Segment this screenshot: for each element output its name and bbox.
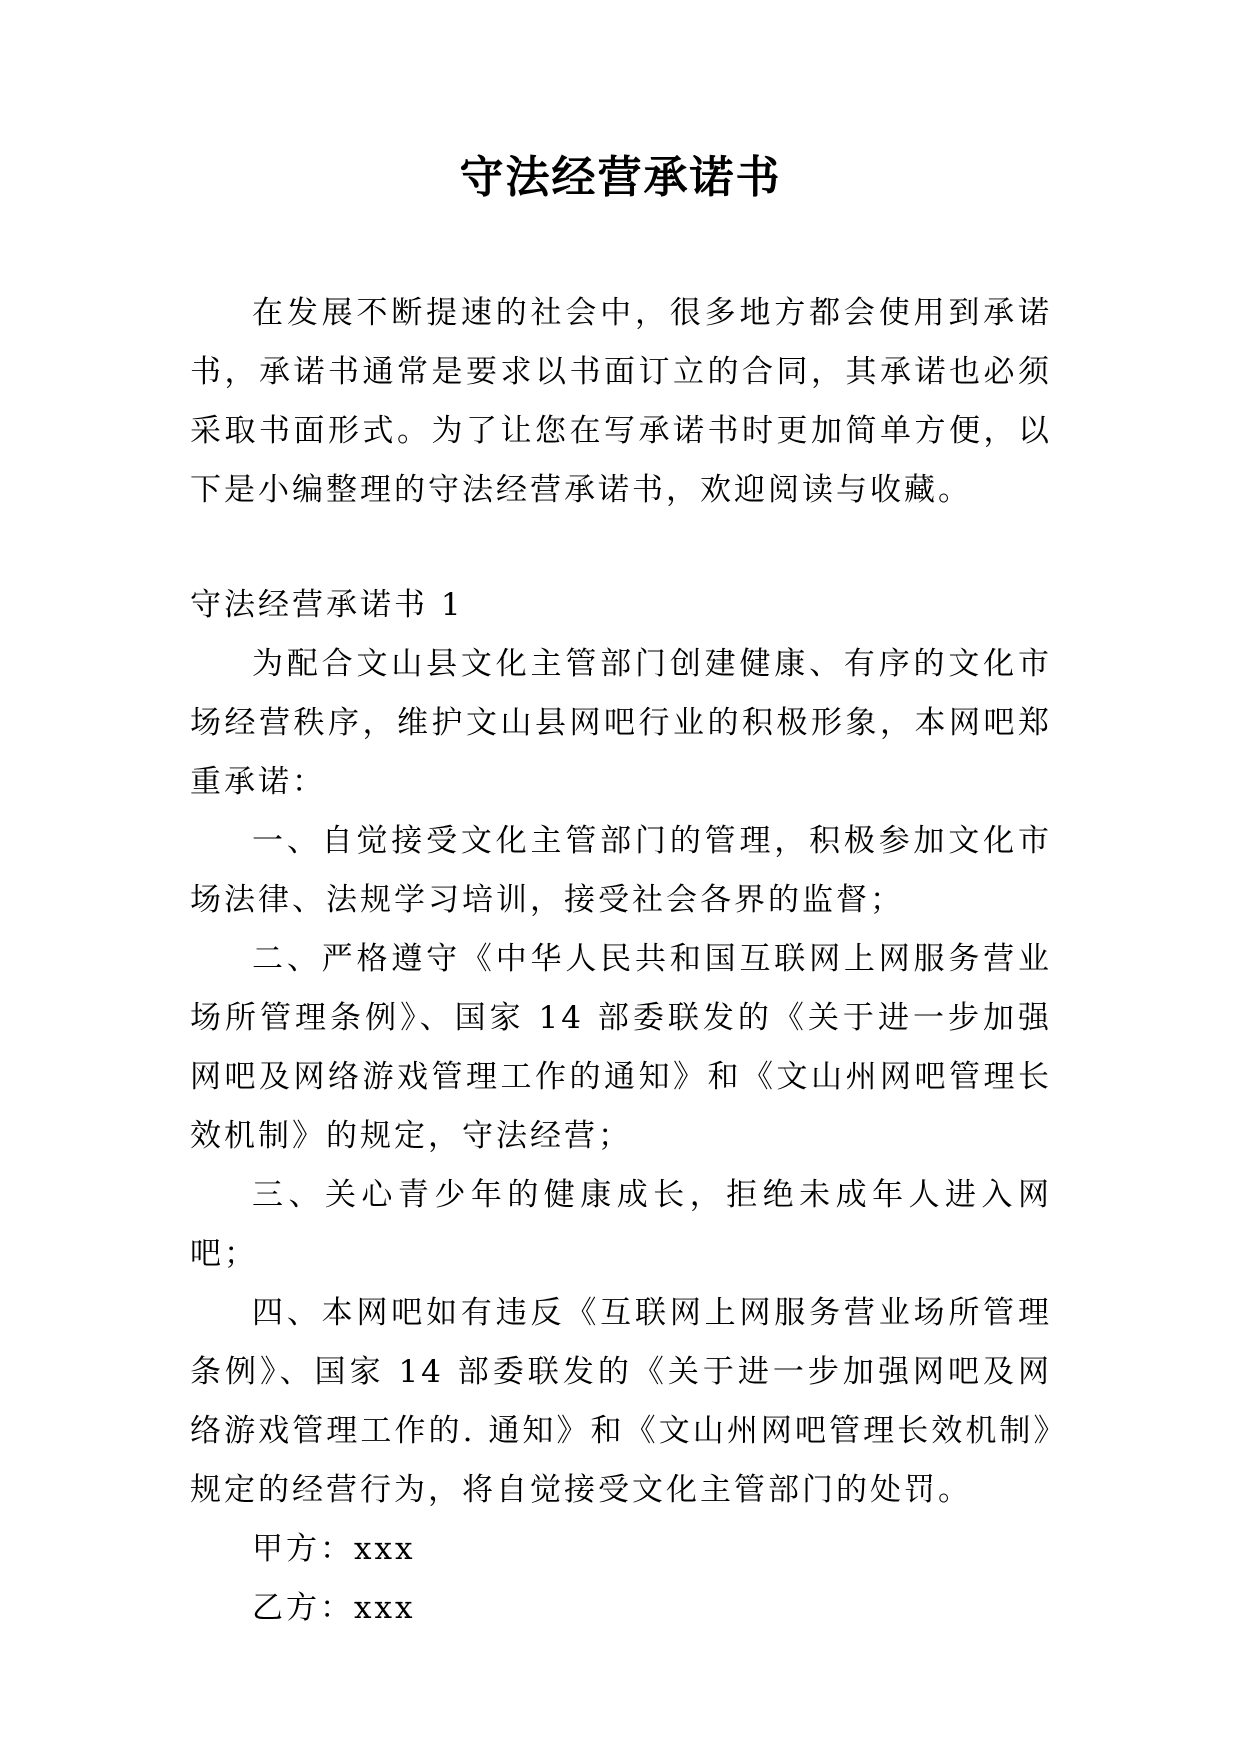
document-title: 守法经营承诺书 [459,152,782,203]
party-a-line: 甲方：xxx [252,1531,416,1567]
paragraph-item-4: 四、本网吧如有违反《互联网上网服务营业场所管理条例》、国家 14 部委联发的《关于进一步加强网吧及网络游戏管理工作的. 通知》和《文山州网吧管理长效机制》规定的经营行为，将自觉接受文化主管部门的处罚。 [190,1295,1052,1508]
document-body [190,284,1052,1638]
paragraph-item-1: 一、自觉接受文化主管部门的管理，积极参加文化市场法律、法规学习培训，接受社会各界的监督； [190,823,1052,918]
party-b-line: 乙方：xxx [252,1590,416,1626]
section-heading: 守法经营承诺书 1 [190,587,464,623]
paragraph-item-3: 三、关心青少年的健康成长，拒绝未成年人进入网吧； [190,1177,1052,1272]
paragraph-preamble: 为配合文山县文化主管部门创建健康、有序的文化市场经营秩序，维护文山县网吧行业的积极形象，本网吧郑重承诺： [190,646,1052,800]
paragraph-item-2: 二、严格遵守《中华人民共和国互联网上网服务营业场所管理条例》、国家 14 部委联发的《关于进一步加强网吧及网络游戏管理工作的通知》和《文山州网吧管理长效机制》的规定，守法经营； [190,941,1052,1154]
intro-paragraph: 在发展不断提速的社会中，很多地方都会使用到承诺书，承诺书通常是要求以书面订立的合同，其承诺也必须采取书面形式。为了让您在写承诺书时更加简单方便，以下是小编整理的守法经营承诺书，欢迎阅读与收藏。 [190,295,1052,508]
